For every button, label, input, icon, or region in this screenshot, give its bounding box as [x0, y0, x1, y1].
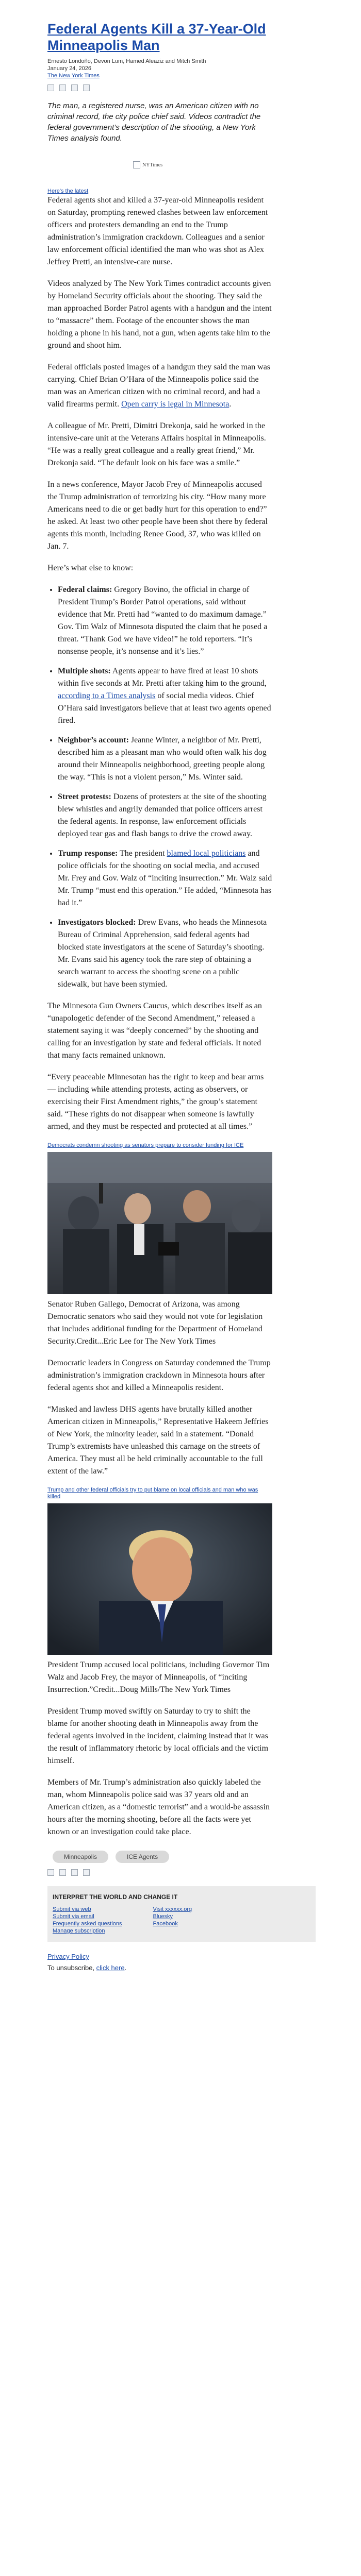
footer-column-2 [153, 1906, 192, 1935]
paragraph: “Masked and lawless DHS agents have brutally killed another American citizen in Minneapolis,” Representative Hakeem Jeffries of New York, the minority leader, said in a statement. “Donald Trump’s extremists have unleashed this carnage on the streets of America. They must all be held criminally accountable to the full extent of the law.” [47, 1405, 269, 1476]
privacy-policy-link[interactable]: Privacy Policy [47, 1953, 89, 1960]
publish-date: January 24, 2026 [47, 65, 92, 72]
paragraph: Federal officials posted images of a handgun they said the man was carrying. Chief Brian O’Hara of the Minneapolis police said the man was an American citizen with no criminal record, and had a valid firearms permit. Open carry is legal in Minnesota. [47, 363, 271, 409]
trump-photo[interactable] [47, 1503, 272, 1655]
broken-image-icon[interactable] [47, 84, 54, 91]
senators-photo[interactable] [47, 1152, 272, 1294]
latest-link[interactable]: Here's the latest [47, 188, 89, 194]
key-points-list [47, 584, 272, 991]
logo-alt-text: NYTimes [142, 162, 163, 168]
manage-subscription-link[interactable]: Manage subscription [53, 1928, 105, 1934]
paragraph: Federal agents shot and killed a 37-year-old Minneapolis resident on Saturday, prompting renewed clashes between law enforcement officers and protesters demanding an end to the Trump administration’s immigration crackdown. Colleagues and a senior law enforcement official identified the man who was shot as Alex Jeffrey Pretti, an intensive-care nurse. [47, 196, 268, 266]
paragraph: The Minnesota Gun Owners Caucus, which describes itself as an “unapologetic defender of the Second Amendment,” released a statement saying it was “deeply concerned” by the shooting and calling for an investigation by state and federal officials. It noted that many facts remained unknown. [47, 1002, 262, 1060]
bluesky-link[interactable]: Bluesky [153, 1913, 173, 1920]
byline: Ernesto Londoño, Devon Lum, Hamed Aleaziz and Mitch Smith [47, 58, 206, 64]
broken-image-icon[interactable] [71, 1869, 78, 1876]
paragraph: A colleague of Mr. Pretti, Dimitri Drekonja, said he worked in the intensive-care unit at the Veterans Affairs hospital in Minneapolis. “He was a really great colleague and a really great friend,” Mr. Drekonja said. “The default look on his face was a smile.” [47, 421, 266, 467]
photo1-headline-link[interactable]: Democrats condemn shooting as senators prepare to consider funding for ICE [47, 1142, 244, 1148]
share-icons-top [47, 84, 272, 91]
list-item: • Investigators blocked: Drew Evans, who heads the Minnesota Bureau of Criminal Apprehension, said federal agents had blocked state investigators at the scene of Saturday’s shooting. Mr. Evans said his agency took the rare step of obtaining a search warrant to access the shooting scene on a public sidewalk, but have been stymied. [58, 917, 272, 991]
paragraph: Democratic leaders in Congress on Saturday condemned the Trump administration’s immigration crackdown in Minnesota hours after federal agents shot and killed a Minneapolis resident. [47, 1359, 271, 1392]
article-column [47, 21, 272, 1876]
times-analysis-link[interactable]: according to a Times analysis [58, 691, 156, 700]
article-headline[interactable]: Federal Agents Kill a 37-Year-Old Minneapolis Man [47, 21, 266, 53]
paragraph: “Every peaceable Minnesotan has the right to keep and bear arms — including while attending protests, acting as observers, or exercising their First Amendment rights,” the group’s statement said. “These rights do not disappear when someone is lawfully armed, and they must be respected and protected at all times.” [47, 1073, 264, 1131]
paragraph: Videos analyzed by The New York Times contradict accounts given by Homeland Security officials about the shooting. They said the man approached Border Patrol agents with a handgun and the intent to “massacre” them. Footage of the encounter shows the man holding a phone in his hand, not a gun, when agents take him to the ground and shoot him. [47, 279, 272, 350]
broken-image-icon[interactable] [71, 84, 78, 91]
broken-image-icon [133, 161, 140, 168]
paragraph: President Trump moved swiftly on Saturday to try to shift the blame for another shooting death in Minneapolis away from the federal agents involved in the incident, claiming instead that it was the result of inflammatory rhetoric by local officials and the victim himself. [47, 1707, 269, 1765]
list-item: • Multiple shots: Agents appear to have fired at least 10 shots within five seconds at Mr. Pretti after taking him to the ground, according to a Times analysis of social media videos. Chief O’Hara said investigators believe that at least two agents opened fired. [58, 665, 272, 727]
source-link[interactable]: The New York Times [47, 73, 100, 79]
submit-web-link[interactable]: Submit via web [53, 1906, 91, 1912]
nytimes-logo [129, 155, 191, 176]
list-item: • Trump response: The president blamed local politicians and police officials for the shooting on social media, and accused Mr. Frey and Gov. Walz of “inciting insurrection.” Mr. Walz said Mr. Trump “must end this operation.” He added, “Minnesota has had it.” [58, 848, 272, 909]
broken-image-icon[interactable] [83, 84, 90, 91]
footer-links [53, 1906, 310, 1935]
tag-ice-agents[interactable]: ICE Agents [116, 1851, 169, 1863]
topic-tags [53, 1851, 272, 1863]
photo2-headline-link[interactable]: Trump and other federal officials try to put blame on local officials and man who was killed [47, 1487, 258, 1500]
broken-image-icon[interactable] [47, 1869, 54, 1876]
broken-image-icon[interactable] [59, 1869, 66, 1876]
paragraph: In a news conference, Mayor Jacob Frey of Minneapolis accused the Trump administration of terrorizing his city. “How many more Americans need to die or get badly hurt for this operation to end?” he asked. At least two other people have been shot there by federal agents this month, including Renee Good, 37, who was killed on Jan. 7. [47, 480, 268, 551]
list-item: • Street protests: Dozens of protesters at the site of the shooting blew whistles and angrily demanded that police officers arrest the federal agents. In response, law enforcement officials deployed tear gas and flash bangs to drive the crowd away. [58, 791, 272, 840]
broken-image-icon[interactable] [59, 84, 66, 91]
article-summary: The man, a registered nurse, was an American citizen with no criminal record, the city police chief said. Videos contradict the federal government’s description of the shooting, a New York Times analysis found. [47, 101, 261, 143]
facebook-link[interactable]: Facebook [153, 1921, 178, 1927]
footer-column-1 [53, 1906, 122, 1935]
submit-email-link[interactable]: Submit via email [53, 1913, 94, 1920]
newsletter-footer [47, 1886, 316, 1942]
tag-minneapolis[interactable]: Minneapolis [53, 1851, 108, 1863]
unsubscribe-line: To unsubscribe, click here. [47, 1964, 127, 1972]
unsubscribe-link[interactable]: click here [96, 1964, 125, 1972]
open-carry-link[interactable]: Open carry is legal in Minnesota [121, 400, 229, 409]
paragraph: Members of Mr. Trump’s administration also quickly labeled the man, whom Minneapolis police said was 37 years old and an American citizen, as a “domestic terrorist” and a would-be assassin hours after the morning shooting, before all the facts were yet known or an investigation could take place. [47, 1778, 270, 1836]
visit-site-link[interactable]: Visit xxxxxx.org [153, 1906, 192, 1912]
bottom-links [47, 1951, 361, 1974]
article-meta [47, 58, 272, 79]
faq-link[interactable]: Frequently asked questions [53, 1921, 122, 1927]
share-icons-bottom [47, 1869, 272, 1876]
footer-title: INTERPRET THE WORLD AND CHANGE IT [53, 1893, 178, 1901]
list-item: • Federal claims: Gregory Bovino, the official in charge of President Trump’s Border Patrol operations, said without evidence that Mr. Pretti had “wanted to do maximum damage.” Gov. Tim Walz of Minnesota disputed the claim that he posed a threat. “Thank God we have video!” he told reporters. “It’s nonsense people, it’s nonsense and it’s lies.” [58, 584, 272, 658]
blamed-politicians-link[interactable]: blamed local politicians [167, 849, 246, 858]
broken-image-icon[interactable] [83, 1869, 90, 1876]
paragraph: Here’s what else to know: [47, 564, 134, 572]
photo2-caption: President Trump accused local politicians, including Governor Tim Walz and Jacob Frey, the mayor of Minneapolis, of “inciting Insurrection.”Credit...Doug Mills/The New York Times [47, 1660, 270, 1694]
list-item: • Neighbor’s account: Jeanne Winter, a neighbor of Mr. Pretti, described him as a pleasant man who would often walk his dog around their Minneapolis neighborhood, greeting people along the way. “This is not a violent person,” Ms. Winter said. [58, 734, 272, 784]
photo1-caption: Senator Ruben Gallego, Democrat of Arizona, was among Democratic senators who said they would not vote for legislation that includes additional funding for the Department of Homeland Security.Credit...Eric Lee for The New York Times [47, 1300, 263, 1346]
